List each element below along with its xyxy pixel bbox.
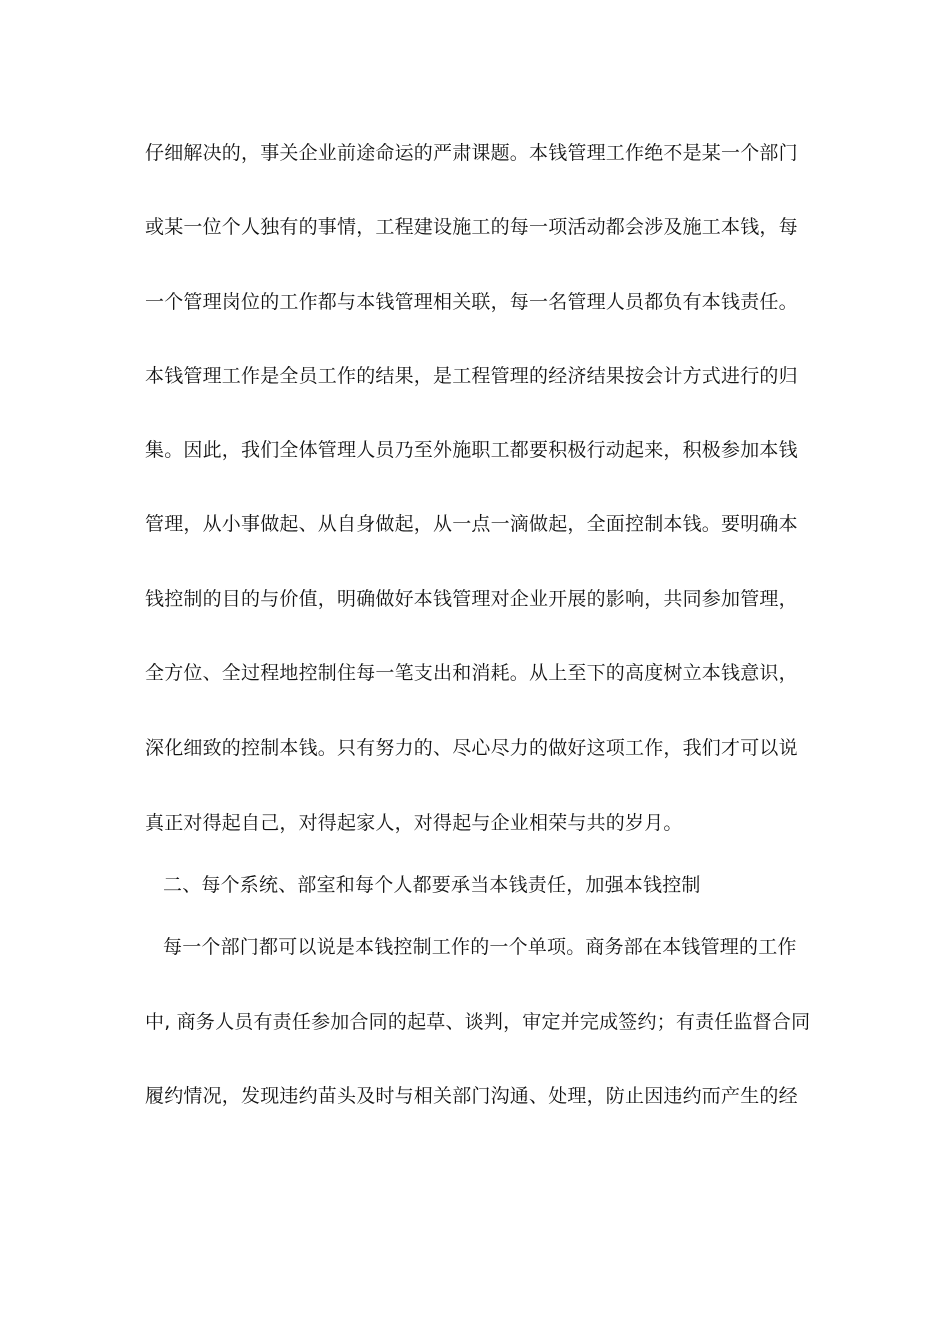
body-text-line: 钱控制的目的与价值，明确做好本钱管理对企业开展的影响，共同参加管理， [145, 588, 798, 610]
body-text-line: 管理，从小事做起、从自身做起，从一点一滴做起，全面控制本钱。要明确本 [145, 513, 798, 535]
body-text-line: 中, 商务人员有责任参加合同的起草、谈判，审定并完成签约；有责任监督合同 [145, 1011, 811, 1033]
section-heading: 二、每个系统、部室和每个人都要承当本钱责任，加强本钱控制 [163, 874, 701, 896]
body-text-line: 仔细解决的，事关企业前途命运的严肃课题。本钱管理工作绝不是某一个部门 [145, 142, 798, 164]
body-text-line: 真正对得起自己，对得起家人，对得起与企业相荣与共的岁月。 [145, 812, 683, 834]
body-text-line: 本钱管理工作是全员工作的结果，是工程管理的经济结果按会计方式进行的归 [145, 365, 798, 387]
body-text-line: 或某一位个人独有的事情，工程建设施工的每一项活动都会涉及施工本钱，每 [145, 216, 798, 238]
body-text-line: 深化细致的控制本钱。只有努力的、尽心尽力的做好这项工作，我们才可以说 [145, 737, 798, 759]
body-text-line: 一个管理岗位的工作都与本钱管理相关联，每一名管理人员都负有本钱责任。 [145, 291, 798, 313]
body-text-line: 每一个部门都可以说是本钱控制工作的一个单项。商务部在本钱管理的工作 [163, 936, 797, 958]
body-text-line: 履约情况，发现违约苗头及时与相关部门沟通、处理，防止因违约而产生的经 [145, 1085, 798, 1107]
body-text-line: 全方位、全过程地控制住每一笔支出和消耗。从上至下的高度树立本钱意识， [145, 662, 798, 684]
body-text-line: 集。因此，我们全体管理人员乃至外施职工都要积极行动起来，积极参加本钱 [145, 439, 798, 461]
